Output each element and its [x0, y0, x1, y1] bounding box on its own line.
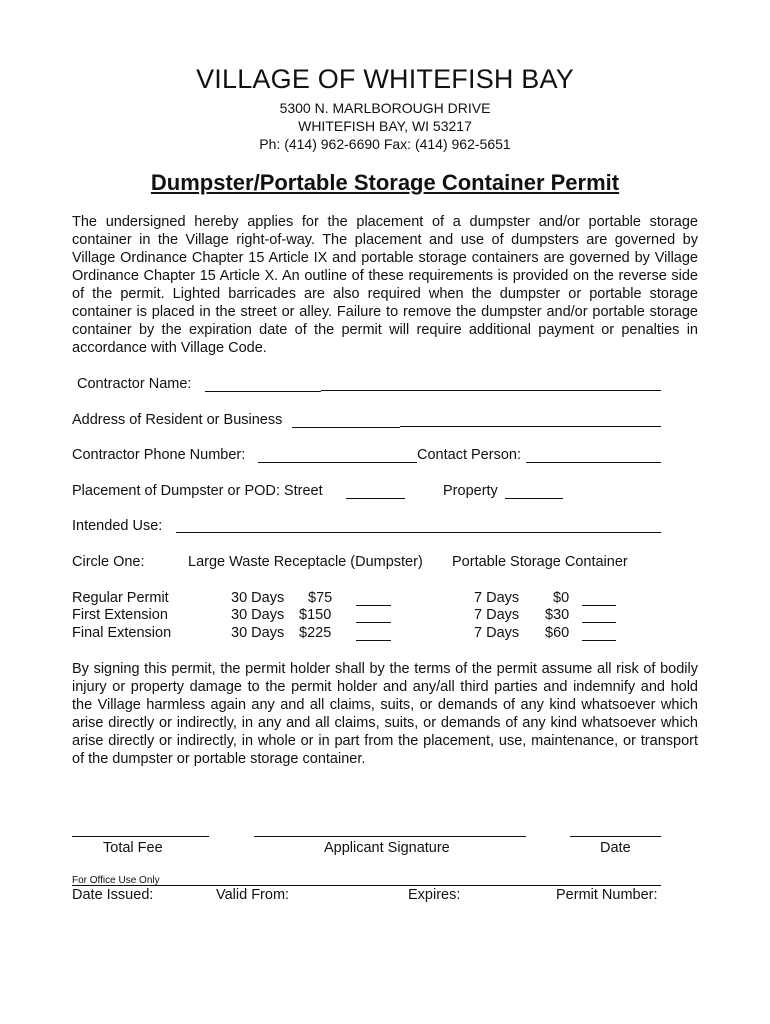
- pod-price: $0: [553, 590, 570, 606]
- pod-days: 7 Days: [474, 590, 520, 606]
- property-line[interactable]: [505, 498, 563, 499]
- option-dumpster[interactable]: Large Waste Receptacle (Dumpster): [188, 554, 423, 570]
- total-fee-label: Total Fee: [103, 840, 163, 856]
- contractor-phone-label: Contractor Phone Number:: [72, 447, 246, 463]
- pod-check-line[interactable]: [582, 622, 616, 623]
- applicant-signature-label: Applicant Signature: [324, 840, 450, 856]
- phone-fax-line: Ph: (414) 962-6690 Fax: (414) 962-5651: [259, 136, 511, 152]
- fee-row-label: Regular Permit: [72, 590, 169, 606]
- address-label: Address of Resident or Business: [72, 412, 283, 428]
- option-portable-storage[interactable]: Portable Storage Container: [452, 554, 628, 570]
- address-line-a[interactable]: [292, 427, 400, 428]
- date-label: Date: [600, 840, 631, 856]
- address-line-2: WHITEFISH BAY, WI 53217: [298, 118, 472, 134]
- fee-row-label: First Extension: [72, 607, 168, 623]
- pod-days: 7 Days: [474, 607, 520, 623]
- pod-days: 7 Days: [474, 625, 520, 641]
- dumpster-days: 30 Days: [231, 607, 285, 623]
- expires-label: Expires:: [408, 887, 461, 903]
- total-fee-line[interactable]: [72, 836, 209, 837]
- dumpster-days: 30 Days: [231, 590, 285, 606]
- dumpster-check-line[interactable]: [356, 605, 391, 606]
- date-issued-label: Date Issued:: [72, 887, 154, 903]
- pod-check-line[interactable]: [582, 640, 616, 641]
- village-title: VILLAGE OF WHITEFISH BAY: [196, 64, 574, 94]
- dumpster-check-line[interactable]: [356, 622, 391, 623]
- contact-person-label: Contact Person:: [417, 447, 521, 463]
- contractor-name-label: Contractor Name:: [77, 376, 192, 392]
- intro-paragraph: The undersigned hereby applies for the placement of a dumpster and/or portable storage container in the Village right-of-way. The placement and use of dumpsters are governed by Village Ordinance Chapter 15 Article IX and portable storage containers are governed by Village Ordinance Chapter 15 Article X. An outline of these requirements is provided on the reverse side of the permit. Lighted barricades are also required when the dumpster or portable storage container is placed in the street or alley. Failure to remove the dumpster and/or portable storage container by the expiration date of the permit will require additional payment or penalties in accordance with Village Code.: [72, 214, 698, 356]
- date-line[interactable]: [570, 836, 661, 837]
- applicant-signature-line[interactable]: [254, 836, 526, 837]
- dumpster-price: $75: [308, 590, 333, 606]
- contact-person-line[interactable]: [526, 462, 661, 463]
- address-line-1: 5300 N. MARLBOROUGH DRIVE: [279, 100, 491, 116]
- valid-from-label: Valid From:: [216, 887, 290, 903]
- office-use-divider: [72, 885, 661, 886]
- contractor-name-line-b[interactable]: [321, 390, 661, 391]
- permit-number-label: Permit Number:: [556, 887, 658, 903]
- liability-paragraph: By signing this permit, the permit holder shall by the terms of the permit assume all risk of bodily injury or property damage to the permit holder and any/all third parties and indemnify and hold the Village harmless again any and all claims, suits, or demands of any kind whatsoever which arise directly or indirectly, in any and all claims, suits, or demands of any kind whatsoever which arise directly or indirectly, in whole or in part from the placement, use, maintenance, or transport of the dumpster or portable storage container.: [72, 661, 698, 767]
- intended-use-line[interactable]: [176, 532, 661, 533]
- office-use-note: For Office Use Only: [72, 875, 160, 886]
- contractor-name-line-a[interactable]: [205, 391, 321, 392]
- dumpster-check-line[interactable]: [356, 640, 391, 641]
- contractor-phone-line[interactable]: [258, 462, 417, 463]
- pod-check-line[interactable]: [582, 605, 616, 606]
- circle-one-label: Circle One:: [72, 554, 145, 570]
- dumpster-price: $150: [299, 607, 332, 623]
- street-line[interactable]: [346, 498, 405, 499]
- permit-title: Dumpster/Portable Storage Container Permit: [150, 170, 620, 195]
- pod-price: $60: [545, 625, 570, 641]
- dumpster-price: $225: [299, 625, 332, 641]
- dumpster-days: 30 Days: [231, 625, 285, 641]
- fee-row-label: Final Extension: [72, 625, 172, 641]
- intended-use-label: Intended Use:: [72, 518, 163, 534]
- pod-price: $30: [545, 607, 570, 623]
- property-label: Property: [443, 483, 498, 499]
- placement-label: Placement of Dumpster or POD: Street: [72, 483, 323, 499]
- address-line-b[interactable]: [400, 426, 661, 427]
